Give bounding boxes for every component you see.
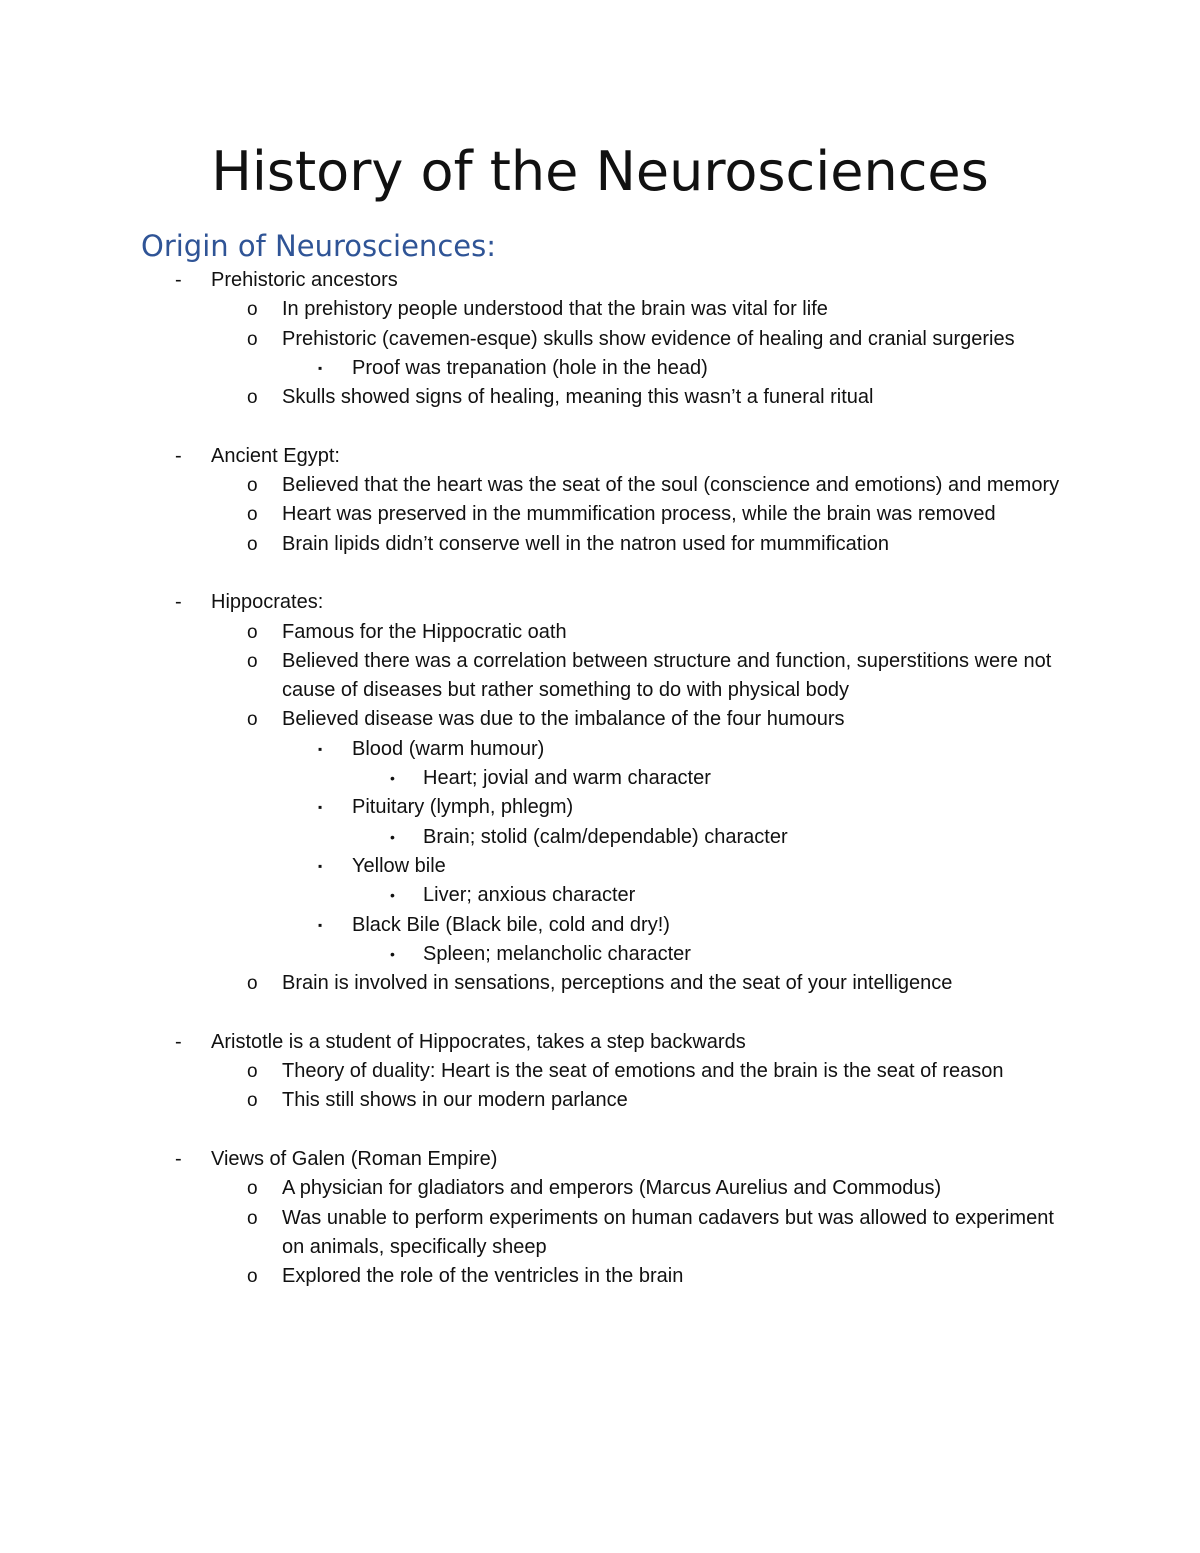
section-label xyxy=(0,266,1200,295)
section-spacer xyxy=(0,998,1200,1027)
square-bullet-icon: ▪ xyxy=(318,800,323,815)
section-label-text: Ancient Egypt: xyxy=(211,444,340,467)
section-spacer xyxy=(0,559,1200,588)
list-item xyxy=(0,530,1200,559)
list-item-text: Believed there was a correlation between structure and function, superstitions were not cause of diseases but rather something to do with physical body xyxy=(282,649,1052,702)
sub-item-text: Proof was trepanation (hole in the head) xyxy=(352,356,708,379)
list-item-text: In prehistory people understood that the brain was vital for life xyxy=(282,298,828,321)
circle-bullet-icon: o xyxy=(247,1178,258,1200)
circle-bullet-icon: o xyxy=(247,1061,258,1083)
circle-bullet-icon: o xyxy=(247,328,258,350)
dash-bullet-icon: - xyxy=(175,269,182,291)
list-item-text: Brain is involved in sensations, perceptions and the seat of your intelligence xyxy=(282,972,953,995)
bullet-bullet-icon: • xyxy=(390,887,395,904)
detail-item xyxy=(0,940,1200,969)
bullet-bullet-icon: • xyxy=(390,945,395,962)
circle-bullet-icon: o xyxy=(247,1090,258,1112)
detail-item xyxy=(0,823,1200,852)
section-label xyxy=(0,1028,1200,1057)
section-label-text: Aristotle is a student of Hippocrates, takes a step backwards xyxy=(211,1030,746,1053)
bullet-bullet-icon: • xyxy=(390,828,395,845)
list-item-text: Prehistoric (cavemen-esque) skulls show evidence of healing and cranial surgeries xyxy=(282,327,1015,350)
detail-item-text: Heart; jovial and warm character xyxy=(423,767,711,790)
list-item-text: Believed that the heart was the seat of the soul (conscience and emotions) and memory xyxy=(282,474,1060,497)
list-item xyxy=(0,325,1200,354)
list-item xyxy=(0,383,1200,412)
list-item-text: Explored the role of the ventricles in the brain xyxy=(282,1265,684,1288)
dash-bullet-icon: - xyxy=(175,1147,182,1170)
sub-item xyxy=(0,793,1200,822)
list-item xyxy=(0,1057,1200,1086)
sub-item-text: Black Bile (Black bile, cold and dry!) xyxy=(352,913,670,936)
circle-bullet-icon: o xyxy=(247,709,258,731)
list-item-text: Theory of duality: Heart is the seat of emotions and the brain is the seat of reason xyxy=(282,1060,1004,1083)
square-bullet-icon: ▪ xyxy=(318,858,323,873)
sub-item-text: Blood (warm humour) xyxy=(352,737,545,760)
detail-item-text: Brain; stolid (calm/dependable) character xyxy=(423,825,788,848)
circle-bullet-icon: o xyxy=(247,504,258,526)
circle-bullet-icon: o xyxy=(247,621,258,643)
square-bullet-icon: ▪ xyxy=(318,917,323,932)
outline-list xyxy=(0,266,1200,1291)
detail-item-text: Spleen; melancholic character xyxy=(423,942,691,965)
list-item-text: Was unable to perform experiments on human cadavers but was allowed to experiment on animals, specifically sheep xyxy=(282,1206,1054,1258)
dash-bullet-icon: - xyxy=(175,444,182,467)
square-bullet-icon: ▪ xyxy=(318,360,323,375)
list-item xyxy=(0,471,1200,500)
circle-bullet-icon: o xyxy=(247,533,258,555)
section-heading: Origin of Neurosciences: xyxy=(141,229,496,263)
list-item xyxy=(0,1174,1200,1203)
circle-bullet-icon: o xyxy=(247,387,258,409)
list-item-text: This still shows in our modern parlance xyxy=(282,1089,628,1112)
list-item-text: Famous for the Hippocratic oath xyxy=(282,620,567,643)
sub-item-text: Pituitary (lymph, phlegm) xyxy=(352,796,574,819)
square-bullet-icon: ▪ xyxy=(318,741,323,756)
circle-bullet-icon: o xyxy=(247,299,258,321)
list-item xyxy=(0,969,1200,998)
section-label-text: Prehistoric ancestors xyxy=(211,269,398,291)
list-item xyxy=(0,1204,1200,1263)
list-item xyxy=(0,618,1200,647)
list-item-text: Brain lipids didn’t conserve well in the natron used for mummification xyxy=(282,532,889,555)
dash-bullet-icon: - xyxy=(175,591,182,614)
detail-item xyxy=(0,764,1200,793)
circle-bullet-icon: o xyxy=(247,973,258,995)
detail-item-text: Liver; anxious character xyxy=(423,884,636,907)
circle-bullet-icon: o xyxy=(247,1266,258,1288)
circle-bullet-icon: o xyxy=(247,1207,258,1229)
bullet-bullet-icon: • xyxy=(390,770,395,787)
section-label xyxy=(0,1145,1200,1174)
section-spacer xyxy=(0,1116,1200,1145)
page-title: History of the Neurosciences xyxy=(211,140,989,203)
dash-bullet-icon: - xyxy=(175,1030,182,1053)
list-item-text: A physician for gladiators and emperors (Marcus Aurelius and Commodus) xyxy=(282,1177,942,1200)
detail-item xyxy=(0,881,1200,910)
section-spacer xyxy=(0,412,1200,441)
list-item xyxy=(0,500,1200,529)
list-item-text: Skulls showed signs of healing, meaning this wasn’t a funeral ritual xyxy=(282,386,874,409)
section-label-text: Hippocrates: xyxy=(211,591,324,614)
sub-item-text: Yellow bile xyxy=(352,854,446,877)
circle-bullet-icon: o xyxy=(247,650,258,672)
sub-item xyxy=(0,911,1200,940)
list-item xyxy=(0,705,1200,734)
sub-item xyxy=(0,735,1200,764)
list-item-text: Heart was preserved in the mummification process, while the brain was removed xyxy=(282,503,996,526)
sub-item xyxy=(0,852,1200,881)
list-item xyxy=(0,1262,1200,1291)
list-item-text: Believed disease was due to the imbalance of the four humours xyxy=(282,708,845,731)
list-item xyxy=(0,1086,1200,1115)
list-item xyxy=(0,647,1200,706)
section-label xyxy=(0,442,1200,471)
list-item xyxy=(0,295,1200,324)
section-label-text: Views of Galen (Roman Empire) xyxy=(211,1147,498,1170)
circle-bullet-icon: o xyxy=(247,475,258,497)
sub-item xyxy=(0,354,1200,383)
section-label xyxy=(0,588,1200,617)
